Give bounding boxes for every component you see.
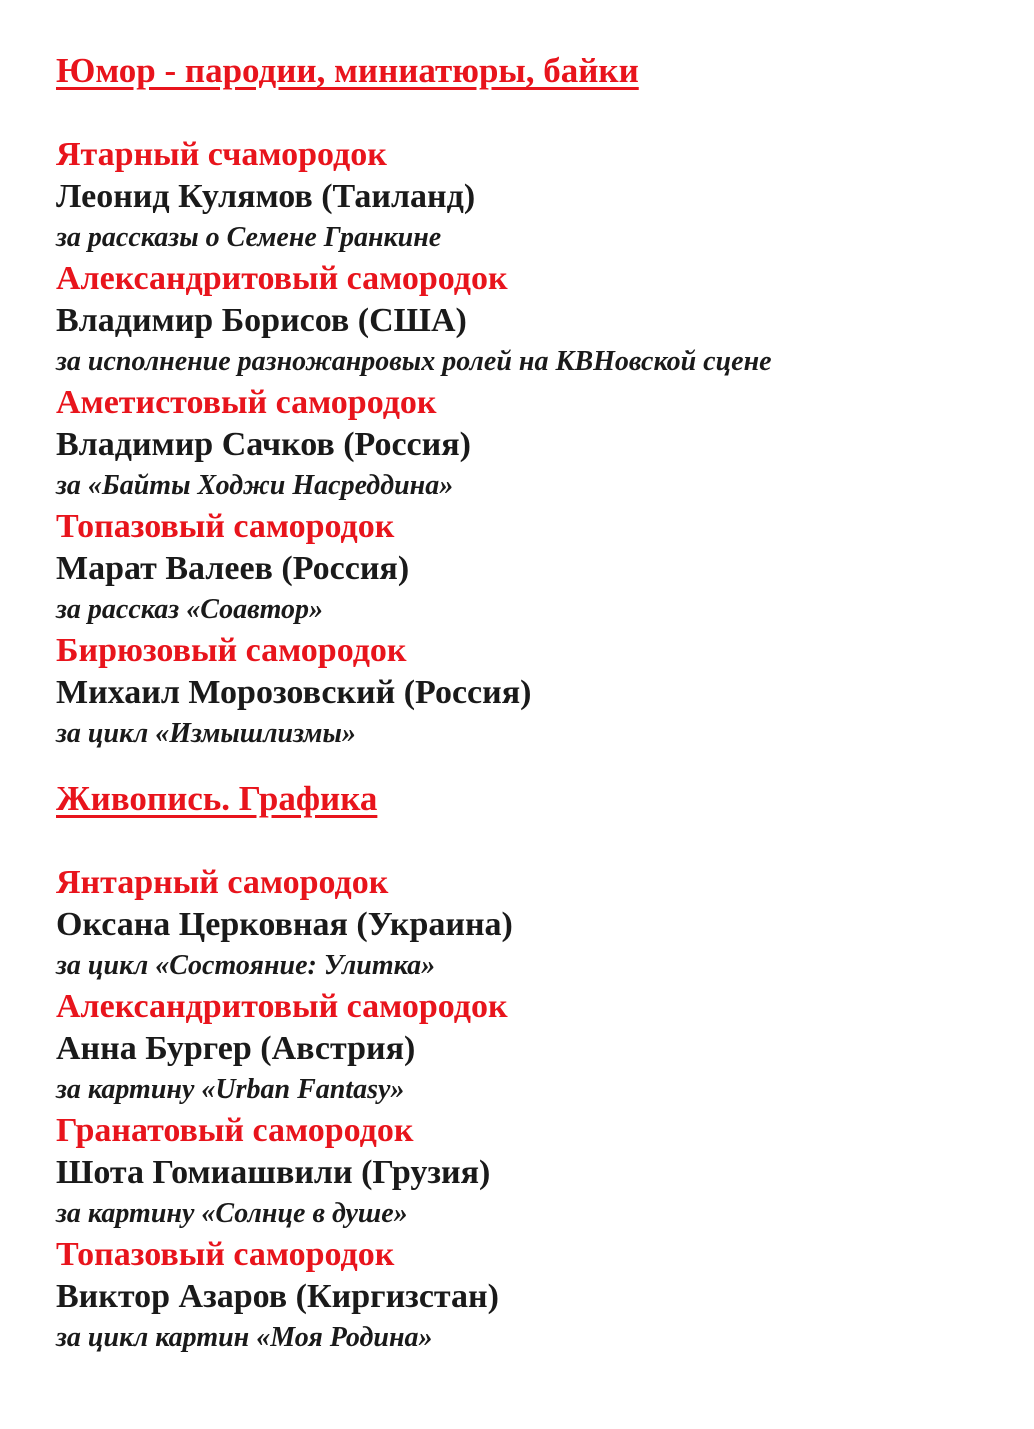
- winner-name: Леонид Кулямов (Таиланд): [56, 178, 476, 215]
- award-title: Топазовый самородок: [56, 508, 395, 545]
- award-title: Гранатовый самородок: [56, 1112, 414, 1149]
- document-page: [56, 50, 996, 1358]
- winner-name: Владимир Сачков (Россия): [56, 426, 471, 463]
- winner-name: Анна Бургер (Австрия): [56, 1030, 416, 1067]
- award-title: Топазовый самородок: [56, 1236, 395, 1273]
- section-painting: [56, 778, 996, 1358]
- award-title: Аметистовый самородок: [56, 384, 437, 421]
- award-entry: [56, 986, 996, 1110]
- section-title: Юмор - пародии, миниатюры, байки: [56, 51, 639, 90]
- winner-name: Виктор Азаров (Киргизстан): [56, 1278, 499, 1315]
- award-entry: [56, 506, 996, 630]
- winner-name: Михаил Морозовский (Россия): [56, 674, 532, 711]
- award-entry: [56, 134, 996, 258]
- award-description: за цикл «Измышлизмы»: [56, 718, 356, 749]
- award-entry: [56, 258, 996, 382]
- winner-name: Владимир Борисов (США): [56, 302, 467, 339]
- award-title: Ятарный счамородок: [56, 136, 387, 173]
- winner-name: Шота Гомиашвили (Грузия): [56, 1154, 491, 1191]
- award-description: за картину «Urban Fantasy»: [56, 1074, 405, 1105]
- award-description: за рассказ «Соавтор»: [56, 594, 323, 625]
- award-title: Александритовый самородок: [56, 260, 508, 297]
- award-entry: [56, 1110, 996, 1234]
- award-entry: [56, 1234, 996, 1358]
- award-description: за картину «Солнце в душе»: [56, 1198, 408, 1229]
- award-description: за «Байты Ходжи Насреддина»: [56, 470, 454, 501]
- award-description: за исполнение разножанровых ролей на КВНовской сцене: [56, 346, 772, 377]
- award-entry: [56, 382, 996, 506]
- award-entry: [56, 862, 996, 986]
- award-description: за цикл «Состояние: Улитка»: [56, 950, 436, 981]
- award-title: Янтарный самородок: [56, 864, 389, 901]
- winner-name: Марат Валеев (Россия): [56, 550, 410, 587]
- award-description: за рассказы о Семене Гранкине: [56, 222, 442, 253]
- winner-name: Оксана Церковная (Украина): [56, 906, 513, 943]
- award-description: за цикл картин «Моя Родина»: [56, 1322, 433, 1353]
- section-humor: [56, 50, 996, 754]
- section-title: Живопись. Графика: [56, 779, 378, 818]
- award-title: Бирюзовый самородок: [56, 632, 407, 669]
- award-title: Александритовый самородок: [56, 988, 508, 1025]
- award-entry: [56, 630, 996, 754]
